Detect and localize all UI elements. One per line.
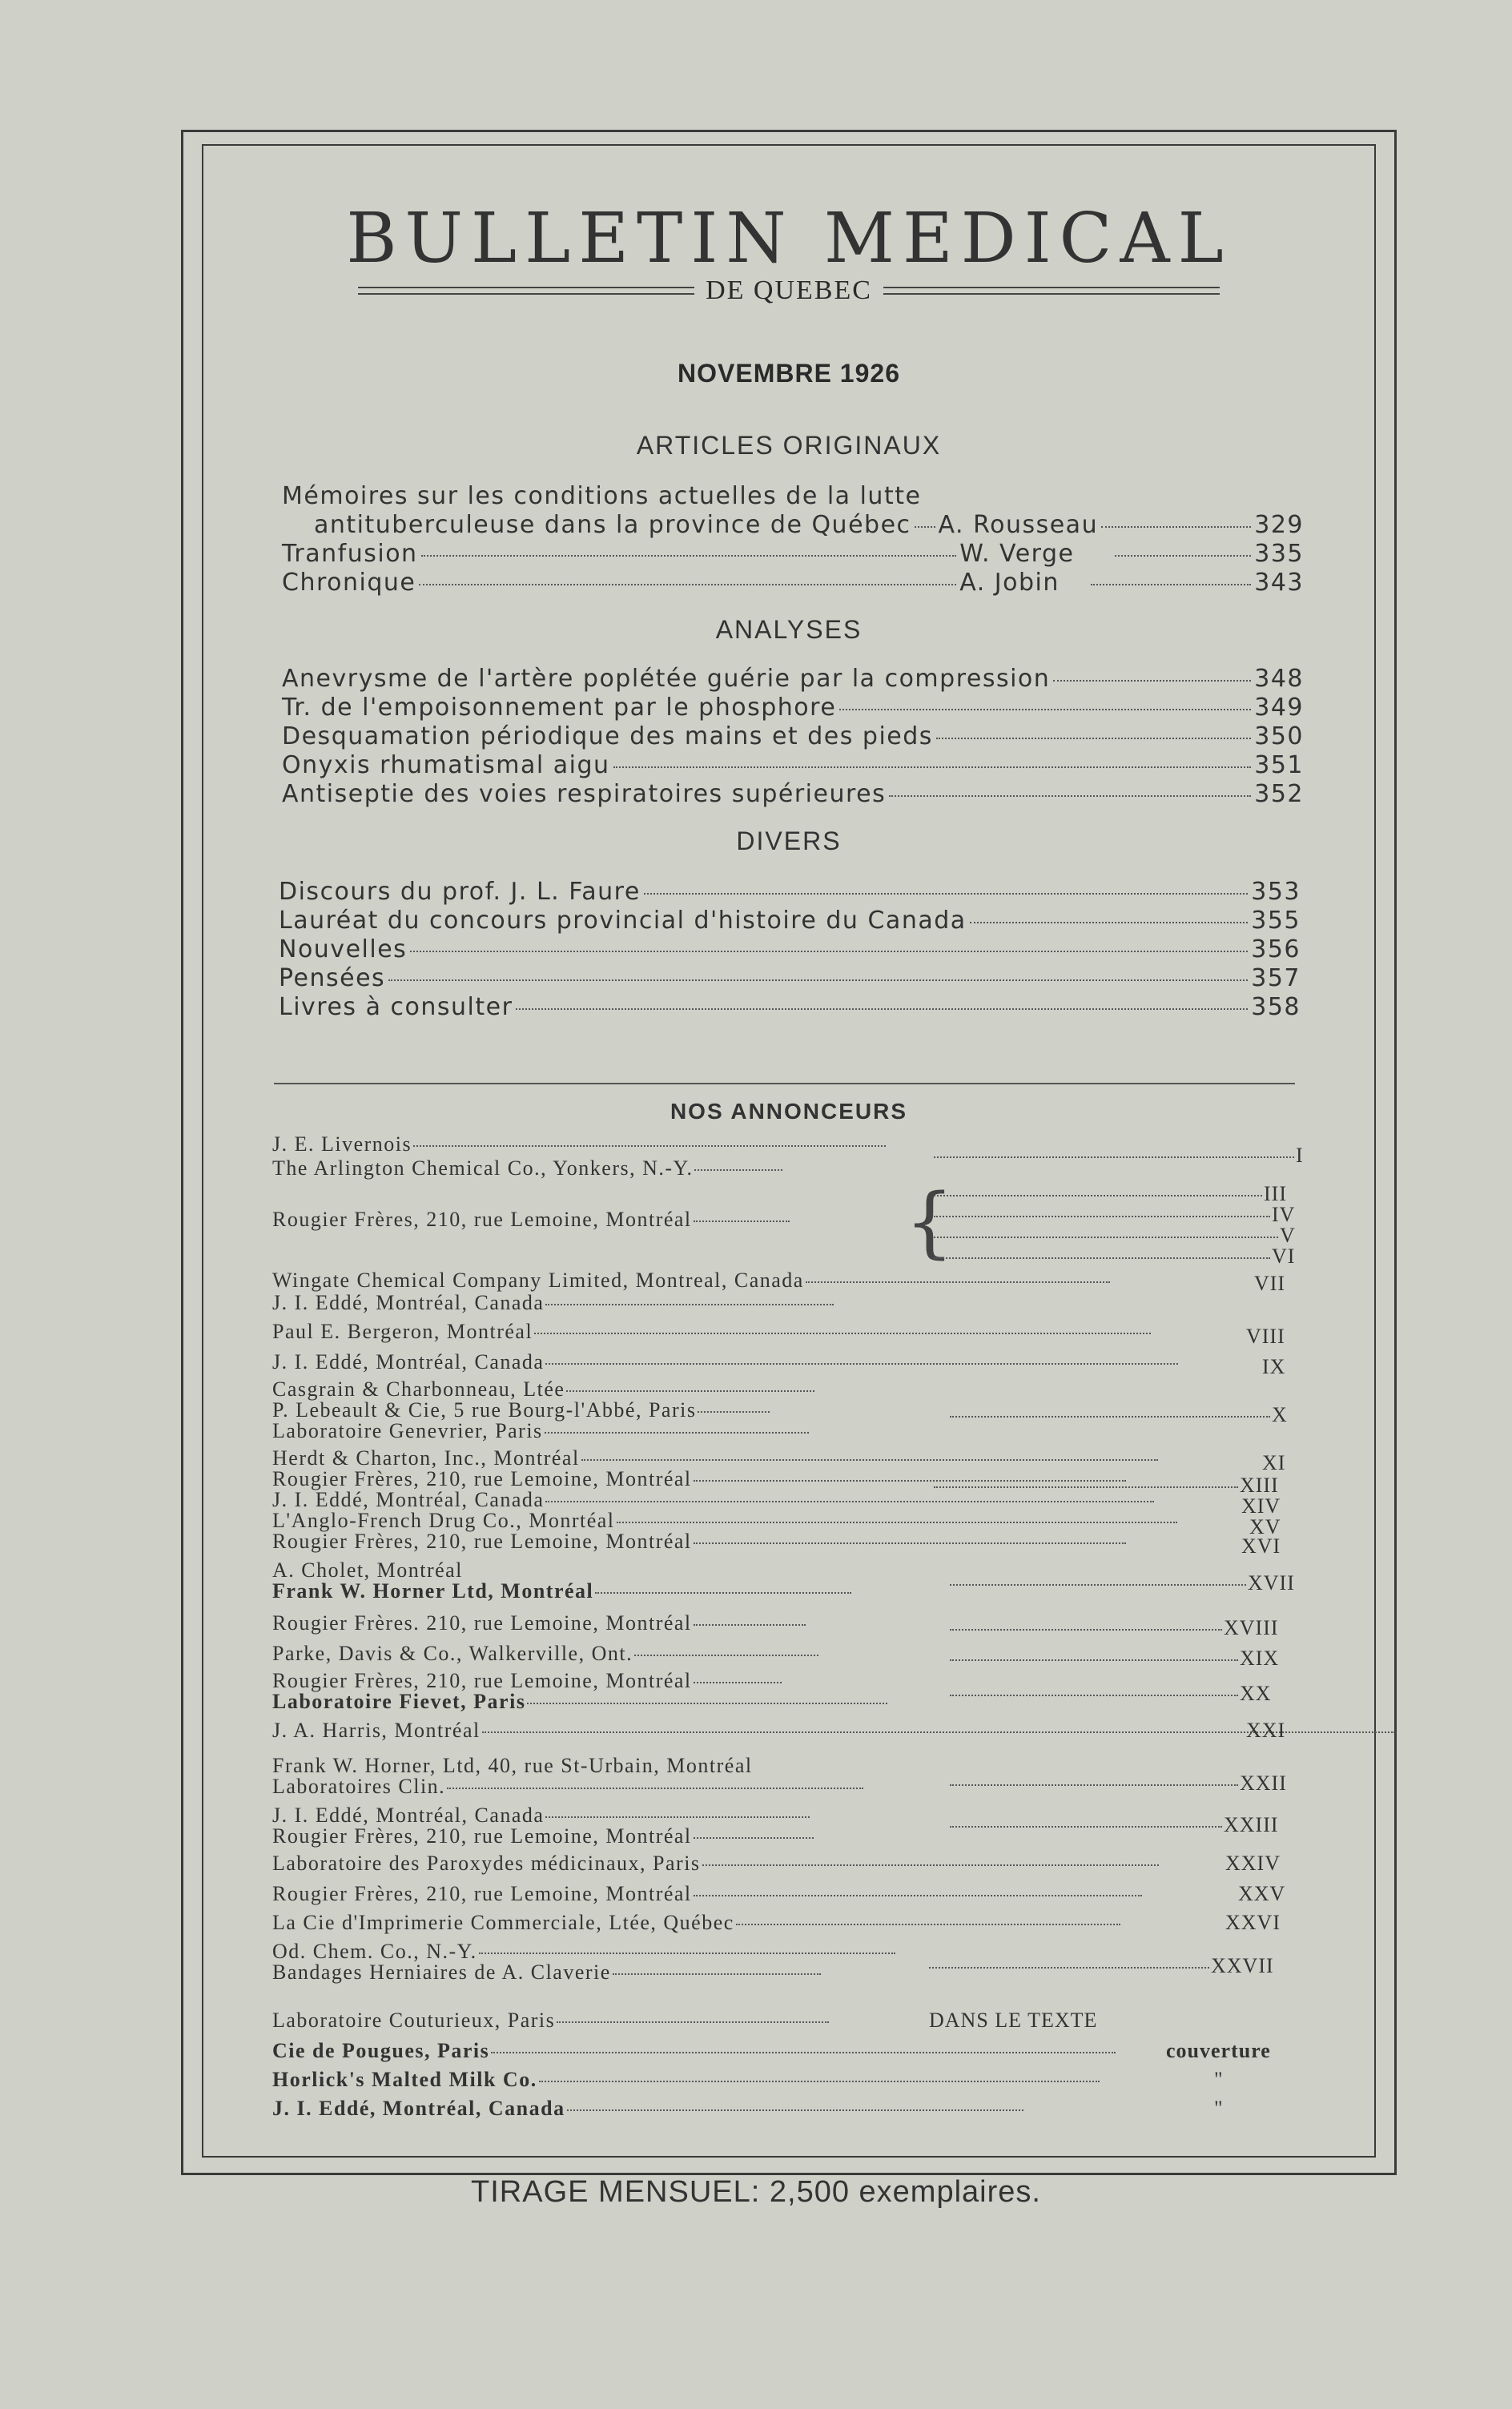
advertiser-name: Frank W. Horner, Ltd, 40, rue St-Urbain, Montréal <box>272 1754 753 1777</box>
article-title-line2: antituberculeuse dans la province de Québec <box>314 511 911 539</box>
ad-page-ref <box>950 1571 1295 1595</box>
advertiser-name: J. I. Eddé, Montréal, Canada <box>272 1804 545 1827</box>
analysis-page: 348 <box>1254 665 1304 693</box>
advertiser-entry <box>272 1579 851 1603</box>
advertiser-name: Cie de Pougues, Paris <box>272 2039 490 2062</box>
leader-dots <box>694 1221 790 1222</box>
divers-title: Discours du prof. J. L. Faure <box>279 878 641 906</box>
leader-dots <box>617 1522 1177 1523</box>
advertiser-entry <box>272 1419 809 1443</box>
article-page: 329 <box>1254 511 1304 539</box>
leader-dots <box>934 1257 1270 1259</box>
analysis-row <box>282 780 1304 808</box>
advertiser-entry <box>272 2009 829 2033</box>
advertiser-entry <box>272 1690 887 1714</box>
advertiser-name: Rougier Frères, 210, rue Lemoine, Montréal <box>272 1824 692 1848</box>
article-title: Tranfusion <box>282 540 418 568</box>
leader-dots <box>566 1390 814 1392</box>
leader-dots <box>557 2021 829 2023</box>
article-author: A. Jobin <box>959 569 1060 597</box>
divers-page: 355 <box>1251 907 1301 935</box>
ad-page-ref <box>1241 1534 1281 1558</box>
advertiser-entry <box>272 1320 1151 1344</box>
leader-dots <box>950 1659 1238 1661</box>
leader-dots <box>950 1784 1238 1786</box>
ad-page: XXV <box>1238 1882 1286 1905</box>
ad-page: I <box>1296 1144 1304 1167</box>
leader-dots <box>839 709 1251 710</box>
ad-page-ref <box>1262 1355 1285 1379</box>
divers-row <box>279 935 1301 963</box>
leader-dots <box>936 738 1251 739</box>
ad-page: XVII <box>1248 1571 1295 1595</box>
leader-dots <box>534 1333 1151 1334</box>
section-heading-divers: DIVERS <box>736 826 842 855</box>
advertiser-entry <box>272 1291 834 1315</box>
analysis-page: 350 <box>1254 722 1304 750</box>
advertiser-entry <box>272 1208 790 1232</box>
ad-page: X <box>1272 1403 1288 1426</box>
ad-page-ref <box>1214 2068 1224 2092</box>
ad-page: XXI <box>1246 1719 1286 1742</box>
leader-dots <box>491 2052 1116 2053</box>
ad-page-ref <box>934 1474 1279 1498</box>
leader-dots <box>694 1682 782 1683</box>
leader-dots <box>702 1864 1159 1866</box>
leader-dots <box>413 1145 886 1147</box>
leader-dots <box>644 893 1248 895</box>
leader-dots <box>950 1826 1222 1828</box>
leader-dots <box>545 1432 809 1434</box>
ad-page: IV <box>1272 1203 1296 1226</box>
advertiser-entry <box>272 1611 806 1635</box>
ad-page-ref <box>950 1647 1279 1671</box>
leader-dots <box>1115 555 1251 557</box>
brace-icon: { <box>905 1177 955 1267</box>
leader-dots <box>419 584 956 585</box>
leader-dots <box>1091 584 1251 585</box>
article-row <box>282 540 1304 568</box>
leader-dots <box>567 2109 1023 2111</box>
advertiser-name: Bandages Herniaires de A. Claverie <box>272 1961 611 1984</box>
ad-page: IX <box>1262 1355 1286 1378</box>
leader-dots <box>388 979 1248 981</box>
advertiser-name: A. Cholet, Montréal <box>272 1558 463 1582</box>
advertiser-name: Casgrain & Charbonneau, Ltée <box>272 1377 565 1401</box>
ad-page-ref <box>934 1245 1295 1269</box>
leader-dots <box>950 1629 1222 1631</box>
ad-page: XXII <box>1240 1772 1287 1795</box>
analysis-row <box>282 665 1304 693</box>
ad-page-ref <box>950 1616 1279 1640</box>
leader-dots <box>950 1584 1246 1586</box>
advertiser-entry <box>272 1882 1142 1906</box>
advertiser-name: Laboratoires Clin. <box>272 1775 446 1798</box>
article-line-1 <box>282 482 1067 510</box>
advertiser-entry <box>272 1530 1126 1554</box>
ad-page: XV <box>1249 1515 1281 1538</box>
advertiser-entry <box>272 1961 821 1985</box>
advertiser-name: Rougier Frères, 210, rue Lemoine, Montréal <box>272 1882 692 1905</box>
leader-dots <box>595 1592 851 1594</box>
leader-dots <box>950 1416 1270 1418</box>
leader-dots <box>889 795 1251 797</box>
leader-dots <box>479 1953 895 1954</box>
ad-page: VI <box>1272 1245 1296 1268</box>
advertiser-name: J. A. Harris, Montréal <box>272 1719 481 1742</box>
advertiser-entry <box>272 1269 1110 1293</box>
leader-dots <box>934 1156 1294 1158</box>
advertiser-name: The Arlington Chemical Co., Yonkers, N.-Y. <box>272 1156 694 1180</box>
advertiser-entry <box>272 1719 1395 1743</box>
advertiser-name: P. Lebeault & Cie, 5 rue Bourg-l'Abbé, Paris <box>272 1398 697 1422</box>
advertiser-name: Laboratoire des Paroxydes médicinaux, Paris <box>272 1852 701 1875</box>
ad-page-ref <box>1262 1451 1285 1475</box>
article-title-line1: Mémoires sur les conditions actuelles de la lutte <box>282 482 922 510</box>
leader-dots <box>581 1459 1158 1461</box>
ad-page-ref <box>950 1813 1279 1837</box>
advertiser-entry <box>272 2068 1100 2092</box>
article-page: 343 <box>1254 569 1304 597</box>
subtitle-rule-right <box>883 287 1220 295</box>
ad-page-ref <box>1238 1882 1285 1906</box>
ad-page: XXVI <box>1225 1911 1281 1934</box>
article-page: 335 <box>1254 540 1304 568</box>
leader-dots <box>970 922 1249 923</box>
ad-page-ref <box>950 1772 1287 1796</box>
ad-page-ref <box>1246 1325 1285 1349</box>
section-heading-articles: ARTICLES ORIGINAUX <box>636 431 942 460</box>
ad-page: XXIV <box>1225 1852 1281 1875</box>
advertiser-name: J. I. Eddé, Montréal, Canada <box>272 1488 545 1511</box>
analysis-title: Tr. de l'empoisonnement par le phosphore <box>282 694 837 722</box>
leader-dots <box>934 1195 1262 1196</box>
divers-title: Pensées <box>279 964 386 992</box>
leader-dots <box>694 1895 1142 1896</box>
leader-dots <box>736 1924 1120 1925</box>
advertiser-name: Rougier Frères, 210, rue Lemoine, Montréal <box>272 1208 692 1231</box>
section-heading-annonceurs: NOS ANNONCEURS <box>670 1099 908 1124</box>
ad-page-couverture: couverture <box>1166 2039 1271 2062</box>
ad-page: XX <box>1240 1682 1272 1705</box>
divers-row <box>279 993 1301 1021</box>
advertiser-name: J. I. Eddé, Montréal, Canada <box>272 1291 545 1314</box>
analysis-title: Anevrysme de l'artère poplétée guérie par la compression <box>282 665 1051 693</box>
leader-dots <box>950 1695 1238 1696</box>
analysis-page: 351 <box>1254 751 1304 779</box>
ad-page-ref <box>950 1682 1272 1706</box>
leader-dots <box>421 555 957 557</box>
leader-dots <box>516 1008 1248 1010</box>
analysis-row <box>282 722 1304 750</box>
article-author: A. Rousseau <box>938 511 1099 539</box>
ad-page: XVIII <box>1224 1616 1279 1639</box>
advertiser-name: Rougier Frères. 210, rue Lemoine, Montréal <box>272 1611 692 1635</box>
leader-dots <box>545 1816 810 1818</box>
leader-dots <box>447 1788 863 1789</box>
ad-page: VIII <box>1246 1325 1285 1348</box>
leader-dots <box>806 1281 1110 1283</box>
advertiser-entry <box>272 1824 814 1848</box>
section-heading-analyses: ANALYSES <box>715 615 863 644</box>
divers-page: 353 <box>1251 878 1301 906</box>
section-divider <box>274 1083 1295 1084</box>
advertiser-entry <box>272 1642 818 1666</box>
masthead-subtitle-row <box>202 275 1376 306</box>
leader-dots <box>698 1411 770 1413</box>
advertiser-entry <box>272 2097 1023 2121</box>
leader-dots <box>410 951 1248 952</box>
advertiser-name: Laboratoire Genevrier, Paris <box>272 1419 543 1442</box>
leader-dots <box>934 1237 1278 1238</box>
ad-page-ditto: " <box>1214 2097 1224 2120</box>
advertiser-entry <box>272 1852 1159 1876</box>
advertiser-name: Herdt & Charton, Inc., Montréal <box>272 1446 580 1470</box>
leader-dots <box>934 1486 1238 1488</box>
advertiser-name: Od. Chem. Co., N.-Y. <box>272 1940 477 1963</box>
leader-dots <box>613 1973 821 1975</box>
divers-page: 356 <box>1251 935 1301 963</box>
leader-dots <box>539 2081 1100 2082</box>
subtitle-rule-left <box>358 287 694 295</box>
article-row <box>314 511 1304 539</box>
analysis-title: Antiseptie des voies respiratoires supérieures <box>282 780 887 808</box>
leader-dots <box>545 1304 834 1305</box>
leader-dots <box>694 1837 814 1839</box>
ad-page-dans-le-texte: DANS LE TEXTE <box>929 2009 1098 2032</box>
advertiser-name: Paul E. Bergeron, Montréal <box>272 1320 533 1343</box>
advertiser-entry <box>272 2039 1116 2063</box>
masthead-title: BULLETIN MEDICAL <box>346 199 1232 279</box>
ad-page: XI <box>1262 1451 1286 1474</box>
advertiser-entry <box>272 1775 863 1799</box>
advertiser-name: J. I. Eddé, Montréal, Canada <box>272 2097 565 2120</box>
ad-page-ref <box>1246 1719 1285 1743</box>
advertiser-name: Laboratoire Couturieux, Paris <box>272 2009 556 2032</box>
footer-circulation: TIRAGE MENSUEL: 2,500 exemplaires. <box>471 2175 1041 2209</box>
divers-page: 358 <box>1251 993 1301 1021</box>
divers-row <box>279 964 1301 992</box>
divers-row <box>279 907 1301 935</box>
analysis-row <box>282 751 1304 779</box>
leader-dots <box>1053 680 1251 682</box>
ad-page-ref <box>929 1954 1274 1978</box>
advertiser-name: Laboratoire Fievet, Paris <box>272 1690 526 1713</box>
divers-row <box>279 878 1301 906</box>
ad-page: XVI <box>1241 1534 1281 1558</box>
divers-page: 357 <box>1251 964 1301 992</box>
advertiser-entry <box>272 1132 886 1156</box>
article-title: Chronique <box>282 569 416 597</box>
leader-dots <box>634 1655 818 1656</box>
ad-page: XIV <box>1241 1494 1281 1518</box>
advertiser-name: J. E. Livernois <box>272 1132 412 1156</box>
divers-title: Lauréat du concours provincial d'histoire du Canada <box>279 907 967 935</box>
leader-dots <box>934 1216 1270 1217</box>
advertiser-name: Horlick's Malted Milk Co. <box>272 2068 537 2091</box>
advertiser-name: Frank W. Horner Ltd, Montréal <box>272 1579 594 1603</box>
advertiser-entry <box>272 1350 1178 1374</box>
leader-dots <box>545 1501 1154 1502</box>
leader-dots <box>613 766 1252 768</box>
ad-page-ditto: " <box>1214 2068 1224 2091</box>
masthead-subtitle: DE QUEBEC <box>706 275 872 305</box>
leader-dots <box>929 1967 1209 1969</box>
analysis-title: Desquamation périodique des mains et des pieds <box>282 722 933 750</box>
leader-dots <box>694 1169 782 1171</box>
ad-page-ref <box>1214 2097 1224 2121</box>
ad-page-ref <box>1166 2039 1271 2063</box>
article-row <box>282 569 1304 597</box>
divers-title: Livres à consulter <box>279 993 513 1021</box>
ad-page-ref <box>929 2009 1097 2033</box>
ad-page: XXVII <box>1211 1954 1274 1977</box>
ad-page-ref <box>1225 1911 1281 1935</box>
divers-title: Nouvelles <box>279 935 408 963</box>
advertiser-name: Wingate Chemical Company Limited, Montreal, Canada <box>272 1269 804 1292</box>
ad-page-ref <box>950 1403 1288 1427</box>
leader-dots <box>527 1703 887 1704</box>
advertiser-name: J. I. Eddé, Montréal, Canada <box>272 1350 545 1373</box>
advertiser-entry <box>272 1911 1120 1935</box>
ad-page: III <box>1264 1182 1287 1205</box>
analysis-row <box>282 694 1304 722</box>
ad-page: XIX <box>1240 1647 1280 1670</box>
advertiser-name: Rougier Frères, 210, rue Lemoine, Montréal <box>272 1530 692 1553</box>
advertiser-name: Rougier Frères, 210, rue Lemoine, Montréal <box>272 1669 692 1692</box>
ad-page: XIII <box>1240 1474 1279 1497</box>
ad-page: V <box>1280 1224 1296 1247</box>
analysis-page: 349 <box>1254 694 1304 722</box>
advertiser-name: Parke, Davis & Co., Walkerville, Ont. <box>272 1642 633 1665</box>
advertiser-name: Rougier Frères, 210, rue Lemoine, Montréal <box>272 1467 692 1490</box>
issue-date: NOVEMBRE 1926 <box>678 359 900 388</box>
leader-dots <box>694 1542 1126 1544</box>
analysis-page: 352 <box>1254 780 1304 808</box>
ad-page-ref <box>1225 1852 1281 1876</box>
leader-dots <box>694 1624 806 1626</box>
leader-dots <box>915 526 935 528</box>
ad-page-ref <box>934 1144 1304 1168</box>
analysis-title: Onyxis rhumatismal aigu <box>282 751 610 779</box>
advertiser-entry <box>272 1156 782 1180</box>
ad-page: XXIII <box>1224 1813 1279 1836</box>
leader-dots <box>545 1363 1178 1365</box>
advertiser-name: La Cie d'Imprimerie Commerciale, Ltée, Québec <box>272 1911 734 1934</box>
ad-page-ref <box>1254 1272 1285 1296</box>
ad-page: VII <box>1254 1272 1286 1295</box>
leader-dots <box>1101 526 1251 528</box>
advertiser-name: L'Anglo-French Drug Co., Monrtéal <box>272 1509 615 1532</box>
article-author: W. Verge <box>959 540 1075 568</box>
